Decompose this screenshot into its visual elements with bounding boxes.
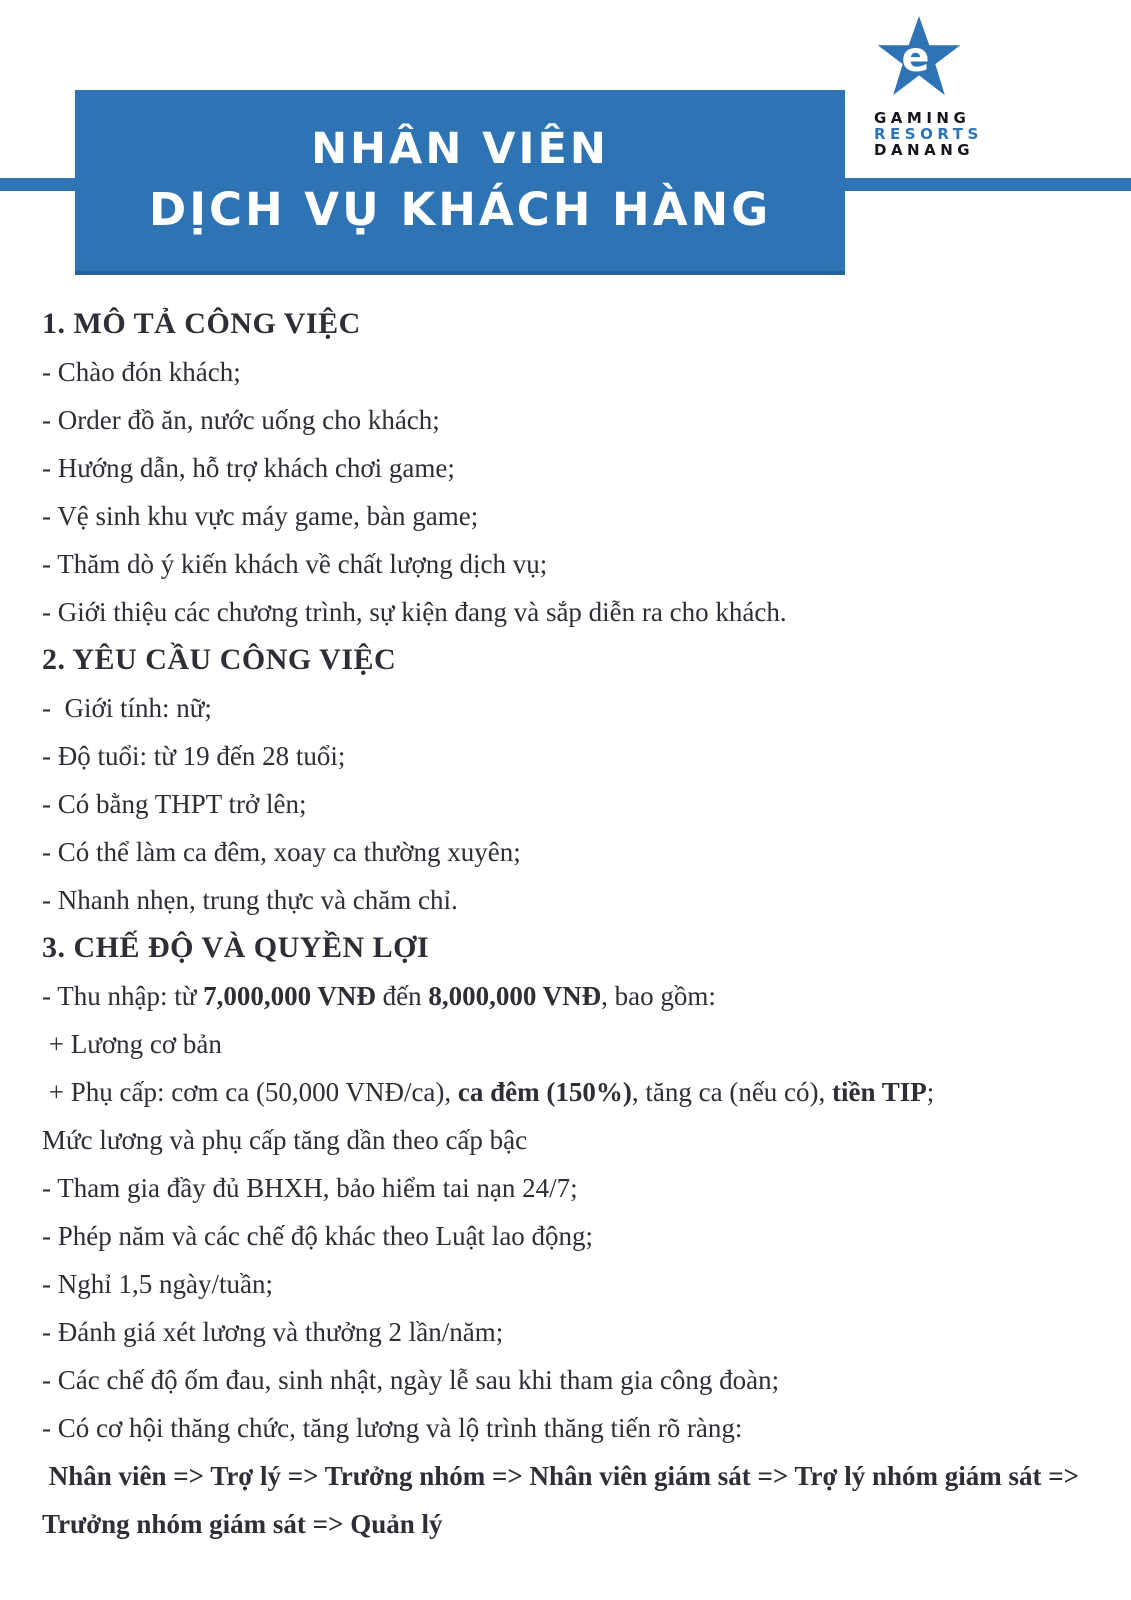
company-logo	[856, 14, 1016, 158]
text-segment: Mức lương và phụ cấp tăng dần theo cấp bậc	[42, 1125, 528, 1155]
body-line	[42, 1404, 1107, 1452]
text-segment: , bao gồm:	[601, 981, 716, 1011]
text-segment: + Phụ cấp: cơm ca (50,000 VNĐ/ca),	[42, 1077, 458, 1107]
logo-wordmark	[874, 110, 1016, 158]
text-segment: 3. CHẾ ĐỘ VÀ QUYỀN LỢI	[42, 931, 430, 964]
logo-word-resorts: RESORTS	[874, 125, 983, 143]
logo-word-gaming: GAMING	[874, 109, 971, 127]
section-heading	[42, 924, 1107, 972]
body-line	[42, 492, 1107, 540]
logo-letter: e	[901, 33, 930, 82]
text-segment: - Có bằng THPT trở lên;	[42, 789, 307, 819]
body-line	[42, 348, 1107, 396]
text-segment: - Chào đón khách;	[42, 357, 241, 387]
body-line	[42, 1116, 1107, 1164]
text-segment: - Giới tính: nữ;	[42, 693, 212, 723]
text-segment: 2. YÊU CẦU CÔNG VIỆC	[42, 643, 397, 676]
section-heading	[42, 636, 1107, 684]
body-line	[42, 1020, 1107, 1068]
body-line	[42, 732, 1107, 780]
body-line	[42, 876, 1107, 924]
text-segment: - Phép năm và các chế độ khác theo Luật lao động;	[42, 1221, 594, 1251]
text-segment: - Thu nhập: từ	[42, 981, 204, 1011]
text-segment: , tăng ca (nếu có),	[631, 1077, 833, 1107]
body-line	[42, 972, 1107, 1020]
text-segment: - Các chế độ ốm đau, sinh nhật, ngày lễ sau khi tham gia công đoàn;	[42, 1365, 780, 1395]
body-line	[42, 396, 1107, 444]
body-line	[42, 444, 1107, 492]
body-lines	[42, 300, 1107, 1548]
star-logo-icon	[876, 14, 962, 104]
text-segment: đến	[375, 981, 429, 1011]
text-segment: - Giới thiệu các chương trình, sự kiện đang và sắp diễn ra cho khách.	[42, 597, 787, 627]
body-line	[42, 1260, 1107, 1308]
text-segment: Nhân viên => Trợ lý => Trưởng nhóm => Nhân viên giám sát => Trợ lý nhóm giám sát => Trưởng nhóm giám sát => Quản lý	[42, 1461, 1086, 1539]
text-segment: - Tham gia đầy đủ BHXH, bảo hiểm tai nạn 24/7;	[42, 1173, 578, 1203]
page-title-line2: DỊCH VỤ KHÁCH HÀNG	[148, 183, 772, 237]
body-line	[42, 1164, 1107, 1212]
text-segment: ;	[926, 1077, 935, 1107]
text-segment: 7,000,000 VNĐ	[203, 981, 376, 1011]
text-segment: - Nghỉ 1,5 ngày/tuần;	[42, 1269, 273, 1299]
body-line	[42, 540, 1107, 588]
text-segment: - Vệ sinh khu vực máy game, bàn game;	[42, 501, 479, 531]
text-segment: + Lương cơ bản	[42, 1029, 222, 1059]
page-title-line1: NHÂN VIÊN	[311, 124, 609, 175]
body-line	[42, 588, 1107, 636]
body-line	[42, 1308, 1107, 1356]
body-line	[42, 1356, 1107, 1404]
text-segment: - Đánh giá xét lương và thưởng 2 lần/năm;	[42, 1317, 504, 1347]
body-line	[42, 780, 1107, 828]
logo-word-danang: DANANG	[874, 141, 975, 159]
text-segment: ca đêm (150%)	[457, 1077, 632, 1107]
text-segment: - Độ tuổi: từ 19 đến 28 tuổi;	[42, 741, 346, 771]
text-segment: - Order đồ ăn, nước uống cho khách;	[42, 405, 440, 435]
section-heading	[42, 300, 1107, 348]
body-line	[42, 684, 1107, 732]
text-segment: 8,000,000 VNĐ	[428, 981, 602, 1011]
text-segment: - Nhanh nhẹn, trung thực và chăm chỉ.	[42, 885, 458, 915]
body-line	[42, 1068, 1107, 1116]
title-banner	[75, 90, 845, 275]
text-segment: - Thăm dò ý kiến khách về chất lượng dịch vụ;	[42, 549, 548, 579]
text-segment: - Hướng dẫn, hỗ trợ khách chơi game;	[42, 453, 455, 483]
text-segment: tiền TIP	[832, 1077, 927, 1107]
body-line	[42, 828, 1107, 876]
text-segment: - Có thể làm ca đêm, xoay ca thường xuyên;	[42, 837, 521, 867]
text-segment: 1. MÔ TẢ CÔNG VIỆC	[42, 307, 361, 340]
body-line	[42, 1452, 1107, 1548]
body-line	[42, 1212, 1107, 1260]
text-segment: - Có cơ hội thăng chức, tăng lương và lộ trình thăng tiến rõ ràng:	[42, 1413, 743, 1443]
